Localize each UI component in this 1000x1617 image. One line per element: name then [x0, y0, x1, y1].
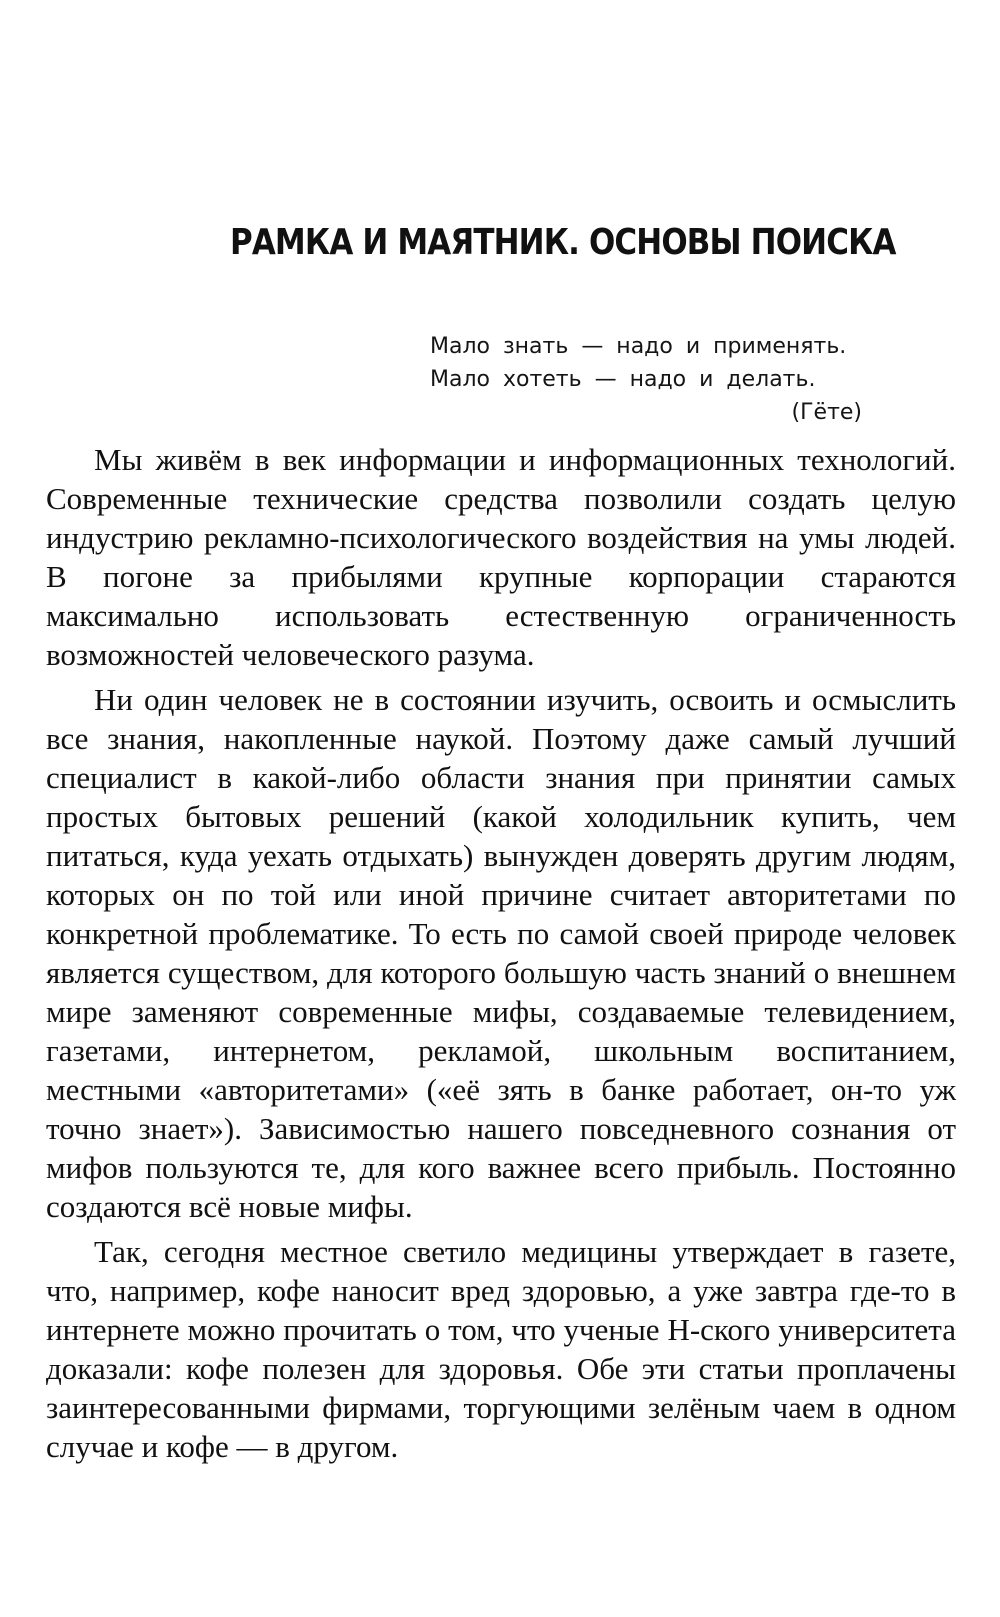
- epigraph-author: (Гёте): [791, 400, 862, 425]
- epigraph-line: Мало знать — надо и применять.: [430, 334, 847, 359]
- paragraph: Ни один человек не в состоянии изучить, освоить и осмыслить все знания, накопленные наукой. Поэтому даже самый лучший специалист в какой-либо области знания при принятии самых простых бытовых решений (какой холодильник купить, чем питаться, куда уехать отдыхать) вынужден доверять другим людям, которых он по той или иной причине считает авторитетами по конкретной проблематике. То есть по самой своей природе человек является существом, для которого большую часть знаний о внешнем мире заменяют современные мифы, создаваемые телевидением, газетами, интернетом, рекламой, школьным воспитанием, местными «авторитетами» («её зять в банке работает, он-то уж точно знает»). Зависимостью нашего повседневного сознания от мифов пользуются те, для кого важнее всего прибыль. Постоянно создаются всё новые мифы.: [46, 682, 956, 1224]
- epigraph: [430, 330, 870, 429]
- paragraph: Мы живём в век информации и информационных технологий. Современные технические средства позволили создать целую индустрию рекламно-психологического воздействия на умы людей. В погоне за прибылями крупные корпорации стараются максимально использовать естественную ограниченность возможностей человеческого разума.: [46, 442, 956, 672]
- paragraph: Так, сегодня местное светило медицины утверждает в газете, что, например, кофе наносит вред здоровью, а уже завтра где-то в интернете можно прочитать о том, что ученые Н-ского университета доказали: кофе полезен для здоровья. Обе эти статьи проплачены заинтересованными фирмами, торгующими зелёным чаем в одном случае и кофе — в другом.: [46, 1234, 956, 1464]
- body-text: [46, 440, 956, 1472]
- chapter-title: РАМКА И МАЯТНИК. ОСНОВЫ ПОИСКА: [230, 222, 896, 263]
- epigraph-line: Мало хотеть — надо и делать.: [430, 367, 816, 392]
